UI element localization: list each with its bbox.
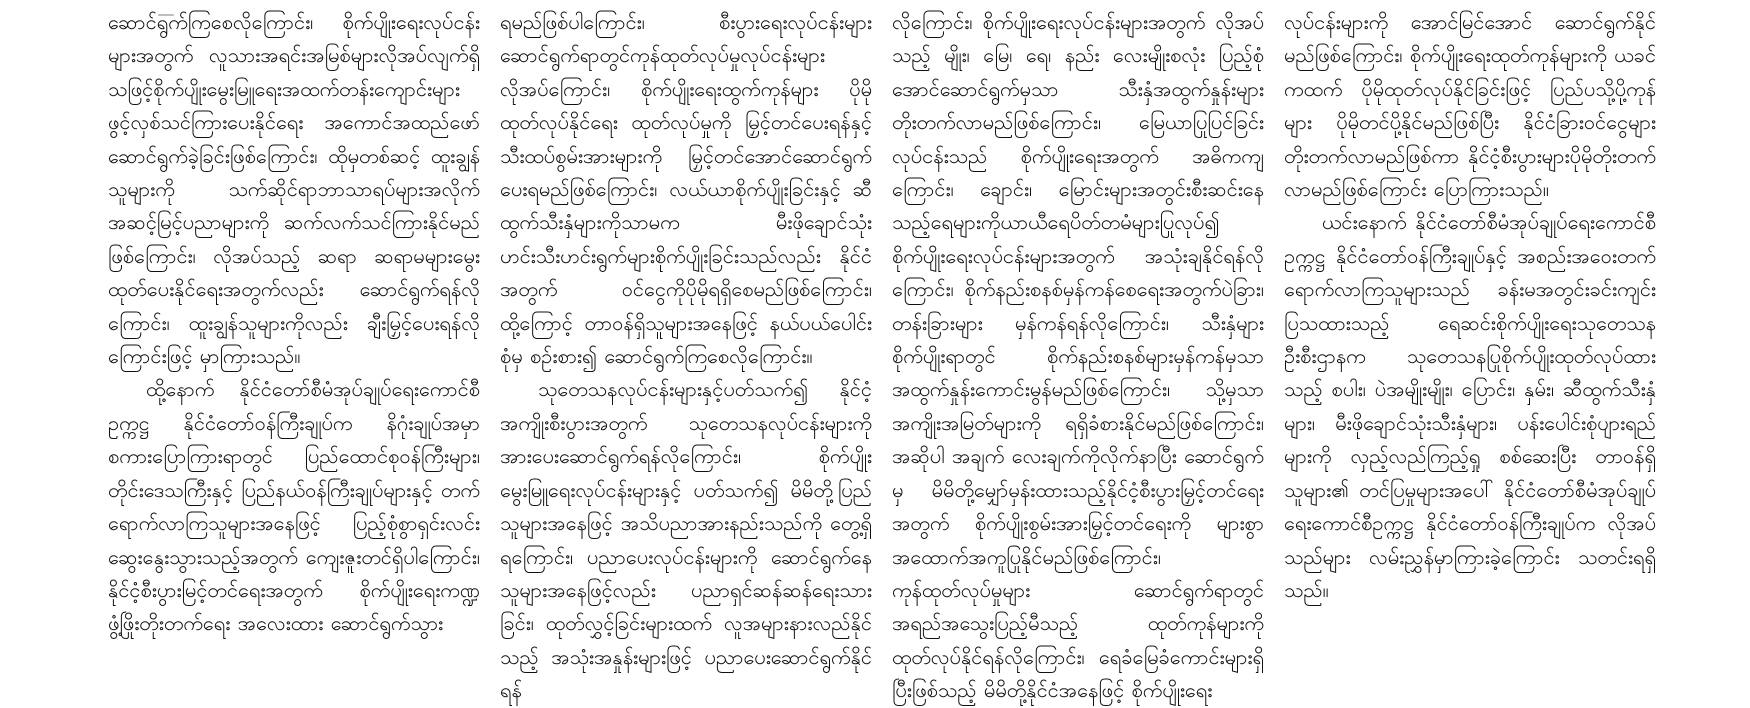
paragraph: ရမည်ဖြစ်ပါကြောင်း၊ စီးပွားရေးလုပ်ငန်းများဆောင်ရွက်ရာတွင်ကုန်ထုတ်လုပ်မှုလုပ်ငန်းများ လိုအပ်ကြောင်း၊ စိုက်ပျိုးရေးထွက်ကုန်များ ပိုမိုထုတ်လုပ်နိုင်ရေး ထုတ်လုပ်မှုကို မြှင့်တင်ပေးရန်နှင့် သီးထပ်စွမ်းအားများကို မြှင့်တင်အောင်ဆောင်ရွက်ပေးရမည်ဖြစ်ကြောင်း၊ လယ်ယာစိုက်ပျိုးခြင်းနှင့် ဆီထွက်သီးနှံများကိုသာမက မီးဖိုချောင်သုံး ဟင်းသီးဟင်းရွက်များစိုက်ပျိုးခြင်းသည်လည်း နိုင်ငံအတွက် ဝင်ငွေကိုပိုမိုရရှိစေမည်ဖြစ်ကြောင်း၊ ထို့ကြောင့် တာဝန်ရှိသူများအနေဖြင့် နယ်ပယ်ပေါင်းစုံမှ စဉ်းစား၍ ဆောင်ရွက်ကြစေလိုကြောင်း။ [500, 10, 872, 369]
paragraph: သုတေသနလုပ်ငန်းများနှင့်ပတ်သက်၍ နိုင်ငံ့အကျိုးစီးပွားအတွက် သုတေသနလုပ်ငန်းများကိုအားပေးဆောင်ရွက်ရန်လိုကြောင်း၊ စိုက်ပျိုးမွေးမြူရေးလုပ်ငန်းများနှင့် ပတ်သက်၍ မိမိတို့ပြည်သူများအနေဖြင့် အသိပညာအားနည်းသည်ကို တွေ့ရှိရကြောင်း၊ ပညာပေးလုပ်ငန်းများကို ဆောင်ရွက်နေသူများအနေဖြင့်လည်း ပညာရှင်ဆန်ဆန်ရေးသားခြင်း၊ ထုတ်လွှင့်ခြင်းများထက် လူအများနားလည်နိုင်သည့် အသုံးအနှုန်းများဖြင့် ပညာပေးဆောင်ရွက်နိုင်ရန် [500, 377, 872, 703]
paragraph: ယင်းနောက် နိုင်ငံတော်စီမံအုပ်ချုပ်ရေးကောင်စီဥက္ကဋ္ဌ နိုင်ငံတော်ဝန်ကြီးချုပ်နှင့် အစည်းအဝေးတက်ရောက်လာကြသူများသည် ခန်းမအတွင်းခင်းကျင်းပြသထားသည့် ရေဆင်းစိုက်ပျိုးရေးသုတေသနဦးစီးဌာနက သုတေသနပြုစိုက်ပျိုးထုတ်လုပ်ထားသည့် စပါး၊ ပဲအမျိုးမျိုး၊ ပြောင်း၊ နှမ်း၊ ဆီထွက်သီးနှံများ၊ မီးဖိုချောင်သုံးသီးနှံများ၊ ပန်းပေါင်းစုံပျားရည်များကို လှည့်လည်ကြည့်ရှု စစ်ဆေးပြီး တာဝန်ရှိသူများ၏ တင်ပြမှုများအပေါ် နိုင်ငံတော်စီမံအုပ်ချုပ်ရေးကောင်စီဥက္ကဋ္ဌ နိုင်ငံတော်ဝန်ကြီးချုပ်က လိုအပ်သည်များ လမ်းညွှန်မှာကြားခဲ့ကြောင်း သတင်းရရှိသည်။ [1284, 210, 1656, 602]
paragraph: လုပ်ငန်းများကို အောင်မြင်အောင် ဆောင်ရွက်နိုင်မည်ဖြစ်ကြောင်း၊ စိုက်ပျိုးရေးထုတ်ကုန်များကို ယခင်ကထက် ပိုမိုထုတ်လုပ်နိုင်ခြင်းဖြင့် ပြည်ပသို့ပို့ကုန်များ ပိုမိုတင်ပို့နိုင်မည်ဖြစ်ပြီး နိုင်ငံခြားဝင်ငွေများ တိုးတက်လာမည်ဖြစ်ကာ နိုင်ငံ့စီးပွားများပိုမိုတိုးတက်လာမည်ဖြစ်ကြောင်း ပြောကြားသည်။ [1284, 10, 1656, 202]
paragraph: လိုကြောင်း၊ စိုက်ပျိုးရေးလုပ်ငန်းများအတွက် လိုအပ်သည့် မျိုး၊ မြေ၊ ရေ၊ နည်း လေးမျိုးစလုံး ပြည့်စုံအောင်ဆောင်ရွက်မှသာ သီးနှံအထွက်နှုန်းများ တိုးတက်လာမည်ဖြစ်ကြောင်း၊ မြေယာပြုပြင်ခြင်းလုပ်ငန်းသည် စိုက်ပျိုးရေးအတွက် အဓိကကျကြောင်း၊ ချောင်း၊ မြောင်းများအတွင်းစီးဆင်းနေသည့်ရေများကိုယာယီရေပိတ်တမံများပြုလုပ်၍ စိုက်ပျိုးရေးလုပ်ငန်းများအတွက် အသုံးချနိုင်ရန်လိုကြောင်း၊ စိုက်နည်းစနစ်မှန်ကန်စေရေးအတွက်ပဲခြား၊ တန်းခြားများ မှန်ကန်ရန်လိုကြောင်း၊ သီးနှံများစိုက်ပျိုးရာတွင် စိုက်နည်းစနစ်များမှန်ကန်မှသာ အထွက်နှုန်းကောင်းမွန်မည်ဖြစ်ကြောင်း၊ သို့မှသာ အကျိုးအမြတ်များကို ရရှိခံစားနိုင်မည်ဖြစ်ကြောင်း၊ အဆိုပါ အချက် လေးချက်ကိုလိုက်နာပြီး ဆောင်ရွက်မှ မိမိတို့မျှော်မှန်းထားသည့်နိုင်ငံ့စီးပွားမြှင့်တင်ရေးအတွက် စိုက်ပျိုးစွမ်းအားမြှင့်တင်ရေးကို များစွာအထောက်အကူပြုနိုင်မည်ဖြစ်ကြောင်း၊ ကုန်ထုတ်လုပ်မှုများ ဆောင်ရွက်ရာတွင် အရည်အသွေးပြည့်မီသည့် ထုတ်ကုန်များကိုထုတ်လုပ်နိုင်ရန်လိုကြောင်း၊ ရေခံမြေခံကောင်းများရှိပြီးဖြစ်သည့် မိမိတို့နိုင်ငံအနေဖြင့် စိုက်ပျိုးရေး [892, 10, 1264, 703]
paragraph: ဆောင်ရွက်ကြစေလိုကြောင်း၊ စိုက်ပျိုးရေးလုပ်ငန်းများအတွက် လူသားအရင်းအမြစ်များလိုအပ်လျက်ရှိသဖြင့်စိုက်ပျိုးမွေးမြူရေးအထက်တန်းကျောင်းများဖွင့်လှစ်သင်ကြားပေးနိုင်ရေး အကောင်အထည်ဖော်ဆောင်ရွက်ခဲ့ခြင်းဖြစ်ကြောင်း၊ ထိုမှတစ်ဆင့် ထူးချွန်သူများကို သက်ဆိုင်ရာဘာသာရပ်များအလိုက်အဆင့်မြင့်ပညာများကို ဆက်လက်သင်ကြားနိုင်မည်ဖြစ်ကြောင်း၊ လိုအပ်သည့် ဆရာ ဆရာမများမွေးထုတ်ပေးနိုင်ရေးအတွက်လည်း ဆောင်ရွက်ရန်လိုကြောင်း၊ ထူးချွန်သူများကိုလည်း ချီးမြှင့်ပေးရန်လိုကြောင်းဖြင့် မှာကြားသည်။ [108, 10, 480, 369]
text-column-1 [108, 6, 480, 636]
paragraph: ထို့နောက် နိုင်ငံတော်စီမံအုပ်ချုပ်ရေးကောင်စီဥက္ကဋ္ဌ နိုင်ငံတော်ဝန်ကြီးချုပ်က နိဂုံးချုပ်အမှာစကားပြောကြားရာတွင် ပြည်ထောင်စုဝန်ကြီးများ၊ တိုင်းဒေသကြီးနှင့် ပြည်နယ်ဝန်ကြီးချုပ်များနှင့် တက်ရောက်လာကြသူများအနေဖြင့် ပြည့်စုံစွာရှင်းလင်းဆွေးနွေးသွားသည့်အတွက် ကျေးဇူးတင်ရှိပါကြောင်း၊ နိုင်ငံ့စီးပွားမြင့်တင်ရေးအတွက် စိုက်ပျိုးရေးကဏ္ဍဖွံ့ဖြိုးတိုးတက်ရေး အလေးထား ဆောင်ရွက်သွား [108, 377, 480, 636]
text-column-4 [1284, 6, 1656, 630]
text-column-2 [500, 6, 872, 703]
text-column-3 [892, 6, 1264, 703]
